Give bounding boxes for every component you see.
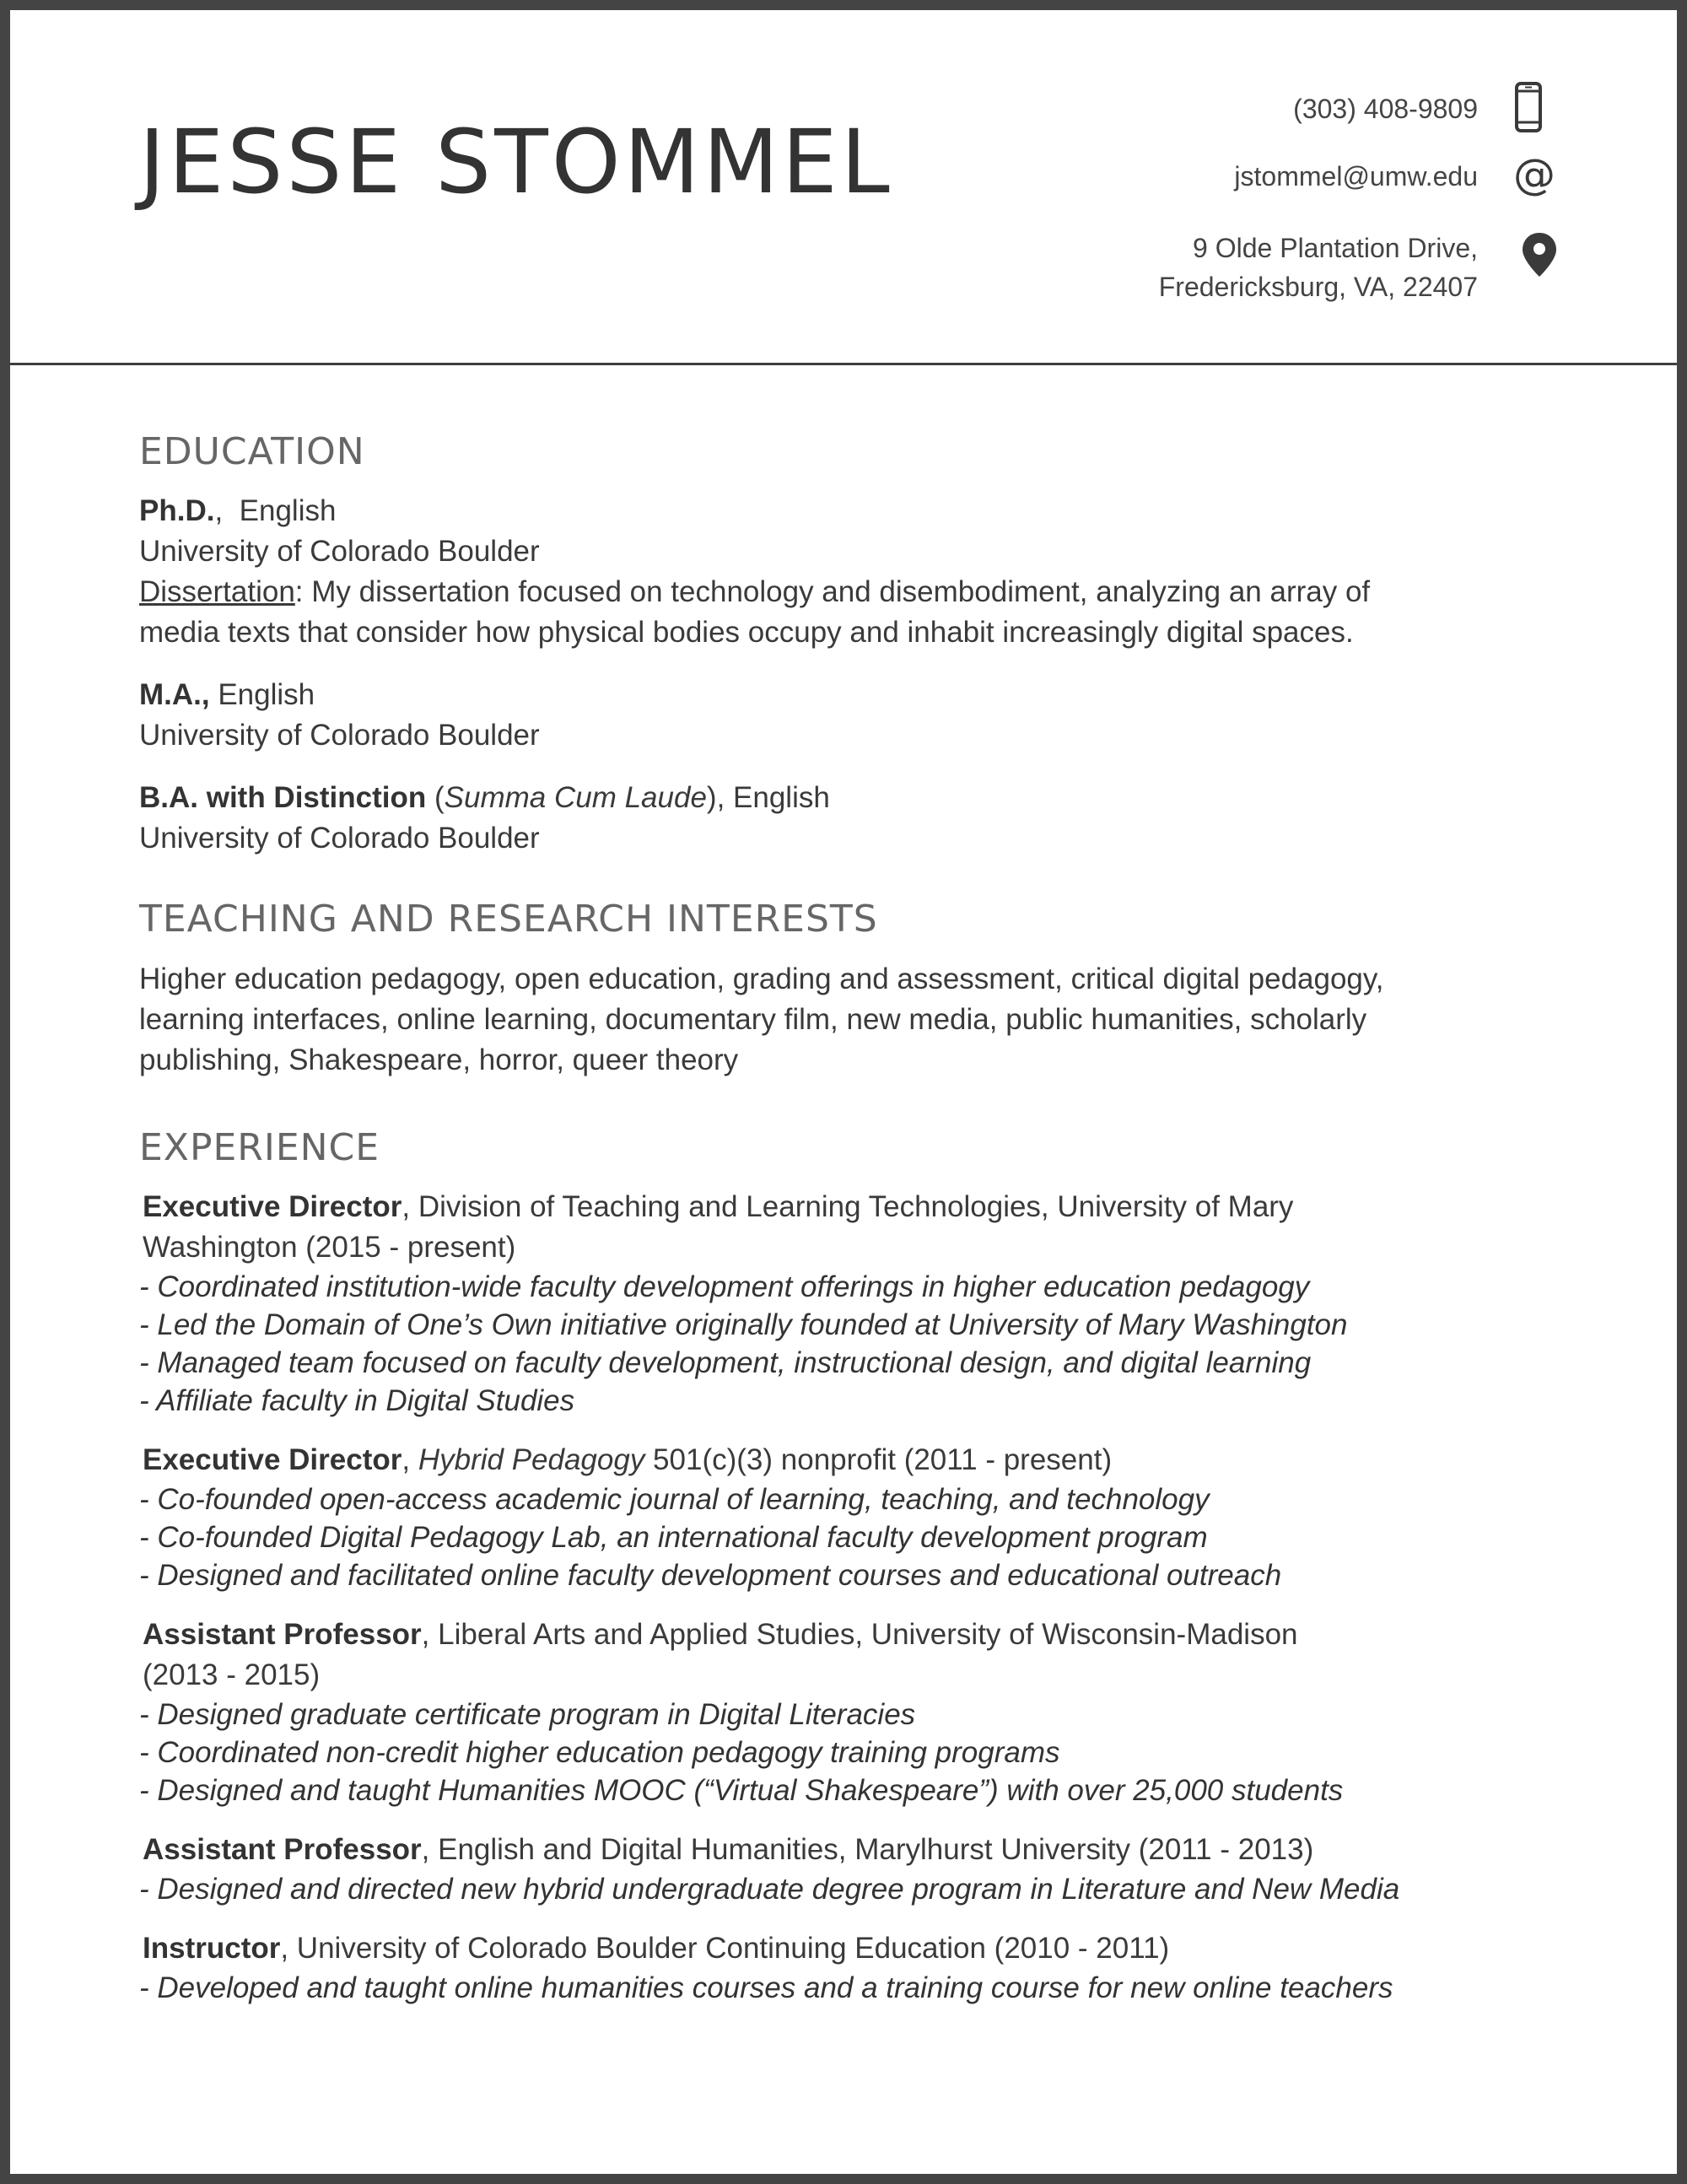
job-bullet: - Coordinated institution-wide faculty development offerings in higher education pedagogy — [139, 1270, 1310, 1304]
resume-content — [139, 432, 1573, 2054]
job-details-continued: (2013 - 2015) — [143, 1658, 321, 1692]
interests-text: publishing, Shakespeare, horror, queer theory — [139, 1043, 739, 1076]
job-details-continued: Washington (2015 - present) — [143, 1231, 516, 1265]
section-title-experience: EXPERIENCE — [139, 1125, 380, 1169]
degree-field: English — [209, 678, 315, 712]
education-entry — [139, 491, 1573, 653]
job-role: Executive Director — [143, 1443, 402, 1477]
job-bullet: - Managed team focused on faculty development, instructional design, and digital learning — [139, 1346, 1312, 1380]
job-bullet: - Led the Domain of One’s Own initiative originally founded at University of Mary Washington — [139, 1308, 1348, 1342]
experience-entry — [139, 1440, 1573, 1594]
job-organization: Hybrid Pedagogy — [418, 1443, 645, 1477]
experience-entry — [139, 1187, 1573, 1420]
job-role: Executive Director — [143, 1190, 402, 1224]
interests-text: learning interfaces, online learning, documentary film, new media, public humanities, scholarly — [139, 1002, 1367, 1036]
job-role: Assistant Professor — [143, 1833, 422, 1867]
dissertation-label: Dissertation — [139, 575, 295, 609]
email-address: jstommel@umw.edu — [1234, 161, 1478, 191]
resume-header — [10, 10, 1677, 365]
job-details: 501(c)(3) nonprofit (2011 - present) — [644, 1443, 1113, 1477]
interests-section — [139, 899, 1573, 1080]
address-line-1: 9 Olde Plantation Drive, — [1193, 233, 1478, 263]
job-bullet: - Co-founded Digital Pedagogy Lab, an international faculty development program — [139, 1521, 1208, 1555]
education-entry — [139, 675, 1573, 756]
degree-field: ), English — [706, 781, 830, 815]
svg-text:@: @ — [1513, 154, 1555, 197]
map-pin-icon — [1521, 231, 1558, 283]
section-title-interests: TEACHING AND RESEARCH INTERESTS — [139, 898, 878, 941]
interests-text: Higher education pedagogy, open education, grading and assessment, critical digital pedagogy, — [139, 962, 1384, 995]
section-title-education: EDUCATION — [139, 430, 365, 473]
job-role: Instructor — [143, 1932, 281, 1966]
job-bullet: - Affiliate faculty in Digital Studies — [139, 1384, 575, 1418]
experience-section — [139, 1125, 1573, 2007]
separator: , — [214, 494, 240, 528]
dissertation-text: : My dissertation focused on technology and disembodiment, analyzing an array of — [294, 575, 1371, 609]
education-section — [139, 432, 1573, 859]
job-bullet: - Designed graduate certificate program in Digital Literacies — [139, 1698, 916, 1732]
separator: , — [402, 1443, 418, 1477]
job-bullet: - Coordinated non-credit higher education pedagogy training programs — [139, 1736, 1060, 1770]
school-name: University of Colorado Boulder — [139, 719, 540, 752]
job-bullet: - Designed and directed new hybrid undergraduate degree program in Literature and New Media — [139, 1873, 1400, 1906]
degree-title: B.A. with Distinction — [139, 781, 427, 815]
address-line-2: Fredericksburg, VA, 22407 — [1158, 272, 1478, 302]
education-entry — [139, 778, 1573, 859]
degree-title: Ph.D. — [139, 494, 215, 528]
job-details: , English and Digital Humanities, Marylhurst University (2011 - 2013) — [421, 1833, 1314, 1867]
school-name: University of Colorado Boulder — [139, 822, 540, 855]
experience-entry — [139, 1830, 1573, 1908]
job-bullet: - Designed and facilitated online faculty development courses and educational outreach — [139, 1559, 1282, 1593]
experience-entry — [139, 1928, 1573, 2007]
job-bullet: - Co-founded open-access academic journal of learning, teaching, and technology — [139, 1483, 1210, 1517]
degree-honor: Summa Cum Laude — [444, 781, 707, 815]
phone-icon — [1514, 82, 1543, 137]
at-icon — [1512, 154, 1556, 202]
job-role: Assistant Professor — [143, 1618, 422, 1652]
job-bullet: - Developed and taught online humanities courses and a training course for new online teachers — [139, 1971, 1393, 2005]
phone-number: (303) 408-9809 — [1293, 94, 1478, 124]
person-name: JESSE STOMMEL — [139, 111, 893, 213]
dissertation-text-continued: media texts that consider how physical bodies occupy and inhabit increasingly digital spaces. — [139, 616, 1354, 650]
experience-entry — [139, 1615, 1573, 1809]
job-details: , University of Colorado Boulder Continuing Education (2010 - 2011) — [280, 1932, 1170, 1966]
paren-open: ( — [426, 781, 445, 815]
job-details: , Division of Teaching and Learning Technologies, University of Mary — [402, 1190, 1294, 1224]
job-bullet: - Designed and taught Humanities MOOC (“Virtual Shakespeare”) with over 25,000 students — [139, 1774, 1344, 1808]
job-details: , Liberal Arts and Applied Studies, University of Wisconsin-Madison — [421, 1618, 1298, 1652]
school-name: University of Colorado Boulder — [139, 535, 540, 569]
degree-field: English — [239, 494, 337, 528]
degree-title: M.A., — [139, 678, 210, 712]
